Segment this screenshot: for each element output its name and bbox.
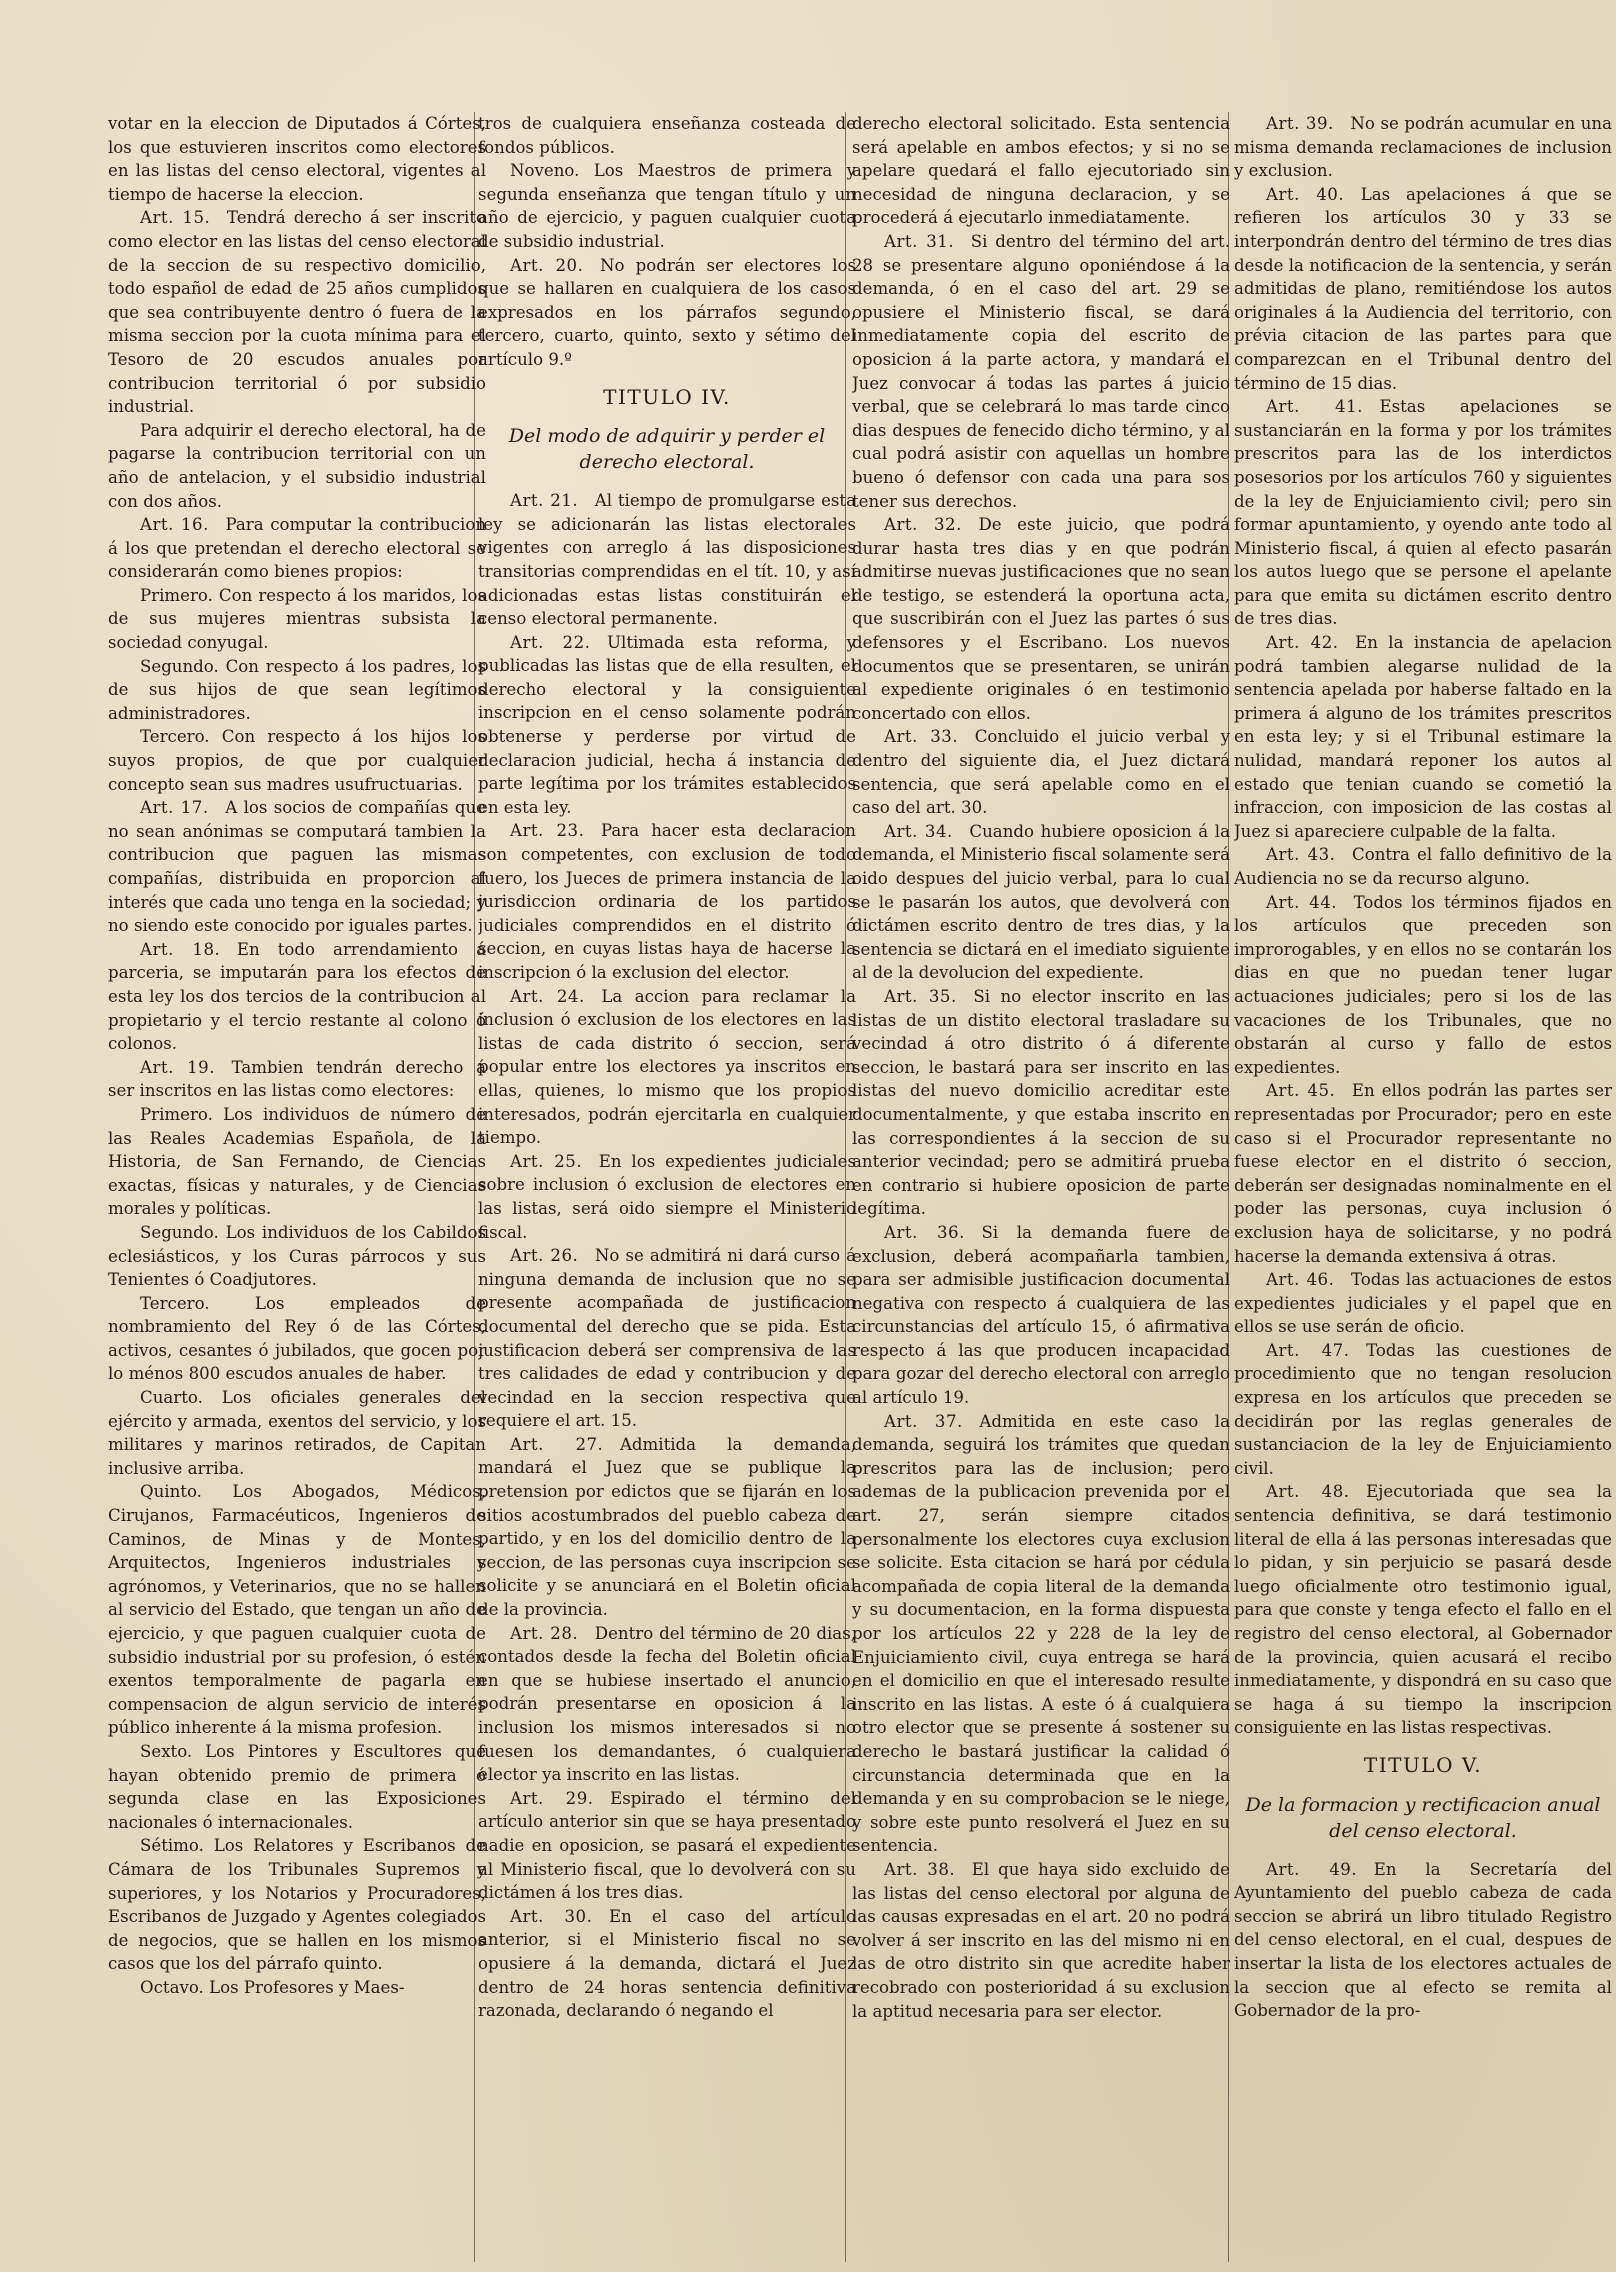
article-text: En el caso del artículo anterior, si el Ministerio fiscal no se opusiere á la demanda, dictará el Juez dentro de 24 horas sentencia definitiva razonada, declarando ó negando el bbox=[478, 1906, 856, 2021]
paragraph: Para adquirir el derecho electoral, ha de pagarse la contribucion territorial con un año de antelacion, y el subsidio industrial con dos años. bbox=[108, 420, 486, 511]
article-paragraph bbox=[852, 1410, 1230, 1858]
article-text: De este juicio, que podrá durar hasta tres dias y en que podrán admitirse nuevas justificaciones que no sean de testigo, se estenderá la oportuna acta, que suscribirán con el Juez las partes ó sus defensores y el Escribano. Los nuevos documentos que se presentaren, se unirán al expediente originales ó en testimonio concertado con ellos. bbox=[852, 515, 1230, 723]
article-paragraph bbox=[478, 1905, 856, 2023]
article-paragraph bbox=[852, 513, 1230, 725]
article-text: Todas las cuestiones de procedimiento que no tengan resolucion expresa en los artículos que preceden se decidirán por las reglas generales de sustanciacion de la ley de Enjuiciamiento civil. bbox=[1234, 1340, 1612, 1478]
article-text: Estas apelaciones se sustanciarán en la forma y por los trámites prescritos para las de los interdictos posesorios por los artículos 760 y siguientes de la ley de Enjuiciamiento civil; pero sin formar apuntamiento, y oyendo ante todo al Ministerio fiscal, á quien al efecto pasarán los autos luego que se persone el apelante para que emita su dictámen escrito dentro de tres dias. bbox=[1234, 397, 1612, 629]
text-column-1 bbox=[108, 112, 486, 2262]
article-paragraph bbox=[1234, 843, 1612, 890]
article-text: Al tiempo de promulgarse esta ley se adicionarán las listas electorales vigentes con arreglo á las disposiciones transitorias comprendidas en el tít. 10, y así adicionadas estas listas constituirán el censo electoral permanente. bbox=[478, 491, 856, 629]
article-paragraph bbox=[478, 1622, 856, 1787]
article-text: Si no elector inscrito en las listas de un distito electoral trasladare su vecindad á otro distrito ó á diferente seccion, le bastará para ser inscrito en las listas del nuevo domicilio acreditar este documentalmente, y que estaba inscrito en las correspondientes á la seccion de su anterior vecindad; pero se admitirá prueba en contrario si hubiere oposicion de parte legítima. bbox=[852, 986, 1230, 1219]
article-paragraph bbox=[108, 1056, 486, 1103]
article-paragraph bbox=[1234, 112, 1612, 183]
article-paragraph bbox=[478, 254, 856, 372]
article-text: Cuando hubiere oposicion á la demanda, el Ministerio fiscal solamente será oido despues del juicio verbal, para lo cual se le pasarán los autos, que devolverá con dictámen escrito dentro de tres dias, y la sentencia se dictará en el imediato siguiente al de la devolucion del expediente. bbox=[852, 821, 1230, 983]
text-column-2 bbox=[478, 112, 856, 2262]
article-text: El que haya sido excluido de las listas del censo electoral por alguna de las causas expresadas en el art. 20 no podrá volver á ser inscrito en las del mismo ni en las de otro distrito sin que acredite haber recobrado con posterioridad á su exclusion la aptitud necesaria para ser elector. bbox=[852, 1859, 1230, 2021]
article-number: Art. 35. bbox=[884, 986, 957, 1006]
article-paragraph bbox=[852, 1858, 1230, 2023]
article-number: Art. 19. bbox=[140, 1057, 215, 1077]
continued-paragraph: tros de cualquiera enseñanza costeada de fondos públicos. bbox=[478, 114, 856, 157]
section-title: TITULO IV. bbox=[603, 384, 731, 409]
article-number: Art. 46. bbox=[1266, 1270, 1335, 1290]
article-text: Las apelaciones á que se refieren los artículos 30 y 33 se interpondrán dentro del término de tres dias desde la notificacion de la sentencia, y serán admitidas de plano, remitiéndose los autos originales á la Audiencia del territorio, con prévia citacion de las partes para que comparezcan en el Tribunal dentro del término de 15 dias. bbox=[1234, 184, 1612, 393]
article-text: No se podrán acumular en una misma demanda reclamaciones de inclusion y exclusion. bbox=[1234, 114, 1612, 181]
paragraph: Quinto. Los Abogados, Médicos, Cirujanos, Farmacéuticos, Ingenieros de Caminos, de Minas y de Montes, Arquitectos, Ingenieros industriales y agrónomos, y Veterinarios, que no se hallen al servicio del Estado, que tengan un año de ejercicio, y que paguen cualquier cuota de subsidio industrial por su profesion, ó estén exentos temporalmente de pagarla en compensacion de algun servicio de interés público inherente á la misma profesion. bbox=[108, 1482, 486, 1738]
paragraph: Cuarto. Los oficiales generales del ejército y armada, exentos del servicio, y los militares y marinos retirados, de Capitan inclusive arriba. bbox=[108, 1388, 486, 1478]
article-paragraph bbox=[1234, 891, 1612, 1080]
article-number: Art. 45. bbox=[1266, 1081, 1336, 1101]
article-text: La accion para reclamar la inclusion ó exclusion de los electores en las listas de cada distrito ó seccion, será popular entre los electores ya inscritos en ellas, quienes, lo mismo que los propios interesados, podrán ejercitarla en cualquier tiempo. bbox=[478, 986, 856, 1148]
article-number: Art. 16. bbox=[140, 515, 209, 535]
article-number: Art. 23. bbox=[510, 821, 585, 841]
article-number: Art. 43. bbox=[1266, 845, 1336, 865]
article-number: Art. 34. bbox=[884, 821, 953, 841]
paragraph: Primero. Los individuos de número de las Reales Academias Española, de la Historia, de San Fernando, de Ciencias exactas, físicas y naturales, y de Ciencias morales y políticas. bbox=[108, 1104, 486, 1219]
continued-paragraph: derecho electoral solicitado. Esta sentencia será apelable en ambos efectos; y si no se apelare quedará el fallo ejecutoriado sin necesidad de ninguna declaracion, y se procederá á ejecutarlo inmediatamente. bbox=[852, 114, 1230, 228]
article-paragraph bbox=[478, 819, 856, 984]
article-text: Ejecutoriada que sea la sentencia definitiva, se dará testimonio literal de ella á las personas interesadas que lo pidan, y sin perjuicio se pasará desde luego oficialmente otro testimonio igual, para que conste y tenga efecto el fallo en el registro del censo electoral, al Gobernador de la provincia, quien acusará el recibo inmediatamente, y dispondrá en su caso que se haga á su tiempo la inscripcion consiguiente en las listas respectivas. bbox=[1234, 1482, 1612, 1738]
article-number: Art. 41. bbox=[1266, 397, 1363, 417]
article-text: No se admitirá ni dará curso á ninguna demanda de inclusion que no se presente acompañada de justificacion documental del derecho que se pida. Esta justificacion deberá ser comprensiva de las tres calidades de edad y contribucion y de vecindad en la seccion respectiva que requiere el art. 15. bbox=[478, 1246, 856, 1431]
article-paragraph bbox=[852, 1221, 1230, 1410]
text-column-4 bbox=[1234, 112, 1612, 2262]
section-subtitle: De la formacion y rectificacion anual del censo electoral. bbox=[1245, 1793, 1601, 1842]
section-title: TITULO V. bbox=[1363, 1752, 1483, 1777]
article-text: En todo arrendamiento á parceria, se imputarán para los efectos de esta ley los dos tercios de la contribucion al propietario y el tercio restante al colono ó colonos. bbox=[108, 939, 486, 1054]
article-paragraph bbox=[478, 1787, 856, 1905]
article-number: Art. 42. bbox=[1266, 633, 1339, 653]
article-paragraph bbox=[852, 230, 1230, 513]
article-paragraph bbox=[1234, 183, 1612, 395]
paragraph: Sétimo. Los Relatores y Escribanos de Cámara de los Tribunales Supremos y superiores, y los Notarios y Procuradores, Escribanos de Juzgado y Agentes colegiados de negocios, que se hallen en los mismos casos que los del párrafo quinto. bbox=[108, 1836, 486, 1974]
article-number: Art. 28. bbox=[510, 1623, 579, 1643]
article-text: Espirado el término del artículo anterior sin que se haya presentado nadie en oposicion, se pasará el expediente al Ministerio fiscal, que lo devolverá con su dictámen á los tres dias. bbox=[478, 1788, 856, 1903]
article-text: Admitida en este caso la demanda, seguirá los trámites que quedan prescritos para las de inclusion; pero ademas de la publicacion prevenida por el art. 27, serán siempre citados personalmente los electores cuya exclusion se solicite. Esta citacion se hará por cédula acompañada de copia literal de la demanda y su documentacion, en la forma dispuesta por los artículos 22 y 228 de la ley de Enjuiciamiento civil, cuya entrega se hará en el domicilio en que el interesado resulte inscrito en las listas. A este ó á cualquiera otro elector que se presente á sostener su derecho le bastará justificar la calidad ó circunstancia determinada que en la demanda y en su comprobacion se le niege, y sobre este punto resolverá el Juez en su sentencia. bbox=[852, 1411, 1230, 1856]
article-number: Art. 26. bbox=[510, 1246, 579, 1266]
article-number: Art. 21. bbox=[510, 491, 579, 511]
paragraph: Tercero. Los empleados de nombramiento del Rey ó de las Córtes, activos, cesantes ó jubilados, que gocen por lo ménos 800 escudos anuales de haber. bbox=[108, 1293, 486, 1384]
article-text: Dentro del término de 20 dias, contados desde la fecha del Boletin oficial en que se hubiese insertado el anuncio, podrán presentarse en oposicion á la inclusion los mismos interesados si no fuesen los demandantes, ó cualquiera elector ya inscrito en las listas. bbox=[478, 1623, 856, 1785]
article-text: Todas las actuaciones de estos expedientes judiciales y el papel que en ellos se use serán de oficio. bbox=[1234, 1270, 1612, 1337]
article-number: Art. 25. bbox=[510, 1151, 583, 1171]
article-number: Art. 48. bbox=[1266, 1482, 1350, 1502]
article-number: Art. 33. bbox=[884, 727, 959, 747]
article-paragraph bbox=[108, 206, 486, 418]
article-paragraph bbox=[1234, 1268, 1612, 1339]
article-paragraph bbox=[852, 985, 1230, 1221]
article-paragraph bbox=[478, 1150, 856, 1244]
paragraph: Tercero. Con respecto á los hijos los suyos propios, de que por cualquier concepto sean sus madres usufructuarias. bbox=[108, 727, 486, 794]
article-number: Art. 36. bbox=[884, 1222, 965, 1242]
article-number: Art. 44. bbox=[1266, 892, 1338, 912]
article-number: Art. 30. bbox=[510, 1906, 593, 1926]
article-paragraph bbox=[1234, 395, 1612, 631]
article-text: Concluido el juicio verbal y dentro del siguiente dia, el Juez dictará sentencia, que será apelable como en el caso del art. 30. bbox=[852, 727, 1230, 818]
article-paragraph bbox=[108, 796, 486, 938]
article-number: Art. 24. bbox=[510, 986, 585, 1006]
article-paragraph bbox=[478, 489, 856, 631]
article-text: En ellos podrán las partes ser representadas por Procurador; pero en este caso si el Procurador representante no fuese elector en el distrito ó seccion, deberán ser designadas nominalmente en el poder las personas, cuya inclusion ó exclusion haya de solicitarse, y no podrá hacerse la demanda extensiva á otras. bbox=[1234, 1081, 1612, 1266]
article-number: Art. 17. bbox=[140, 798, 209, 818]
article-number: Art. 40. bbox=[1266, 184, 1345, 204]
article-text: Admitida la demanda, mandará el Juez que se publique la pretension por edictos que se fijarán en los sitios acostumbrados del pueblo cabeza de partido, y en los del domicilio dentro de la seccion, de las personas cuya inscripcion se solicite y se anunciará en el Boletin oficial de la provincia. bbox=[478, 1434, 856, 1620]
article-paragraph bbox=[108, 938, 486, 1056]
article-paragraph bbox=[852, 725, 1230, 819]
article-number: Art. 49. bbox=[1266, 1859, 1358, 1879]
article-text: En los expedientes judiciales sobre inclusion ó exclusion de electores en las listas, será oido siempre el Ministerio fiscal. bbox=[478, 1151, 856, 1242]
article-text: No podrán ser electores los que se hallaren en cualquiera de los casos expresados en los párrafos segundo, tercero, cuarto, quinto, sexto y sétimo del artículo 9.º bbox=[478, 255, 856, 369]
article-paragraph bbox=[478, 985, 856, 1150]
article-paragraph bbox=[1234, 1079, 1612, 1268]
article-text: Ultimada esta reforma, y publicadas las listas que de ella resulten, el derecho electoral y la consiguiente inscripcion en el censo solamente podrán obtenerse y perderse por virtud de declaracion judicial, hecha á instancia de parte legítima por los trámites establecidos en esta ley. bbox=[478, 632, 856, 817]
paragraph: Sexto. Los Pintores y Escultores que hayan obtenido premio de primera ó segunda clase en las Exposiciones nacionales ó internacionales. bbox=[108, 1741, 486, 1832]
article-paragraph bbox=[1234, 1339, 1612, 1481]
article-text: Todos los términos fijados en los artículos que preceden son improrogables, y en ellos no se contarán los dias en que no puedan tener lugar actuaciones judiciales; pero si los de las vacaciones de los Tribunales, que no obstarán al curso y fallo de estos expedientes. bbox=[1234, 892, 1612, 1077]
article-number: Art. 15. bbox=[140, 208, 211, 228]
paragraph: Primero. Con respecto á los maridos, los de sus mujeres mientras subsista la sociedad conyugal. bbox=[108, 585, 486, 653]
article-text: Tambien tendrán derecho á ser inscritos en las listas como electores: bbox=[108, 1057, 486, 1101]
article-text: Contra el fallo definitivo de la Audiencia no se da recurso alguno. bbox=[1234, 845, 1612, 888]
article-paragraph bbox=[478, 631, 856, 820]
article-paragraph bbox=[478, 1433, 856, 1622]
article-number: Art. 32. bbox=[884, 515, 962, 535]
article-paragraph bbox=[478, 1244, 856, 1433]
article-number: Art. 20. bbox=[510, 255, 584, 275]
paragraph: Noveno. Los Maestros de primera y segunda enseñanza que tengan título y un año de ejercicio, y paguen cualquier cuota de subsidio industrial. bbox=[478, 161, 856, 251]
article-number: Art. 39. bbox=[1266, 114, 1334, 133]
article-text: Para hacer esta declaracion son competentes, con exclusion de todo fuero, los Jueces de primera instancia de la jurisdiccion ordinaria de los partidos judiciales comprendidos en el distrito ó seccion, en cuyas listas haya de hacerse la inscripcion ó la exclusion del elector. bbox=[478, 821, 856, 982]
paragraph: Segundo. Con respecto á los padres, los de sus hijos de que sean legítimos administradores. bbox=[108, 656, 486, 723]
article-number: Art. 27. bbox=[510, 1434, 604, 1454]
article-paragraph bbox=[1234, 1858, 1612, 2023]
article-number: Art. 37. bbox=[884, 1411, 963, 1431]
paragraph: Octavo. Los Profesores y Maes- bbox=[140, 1977, 405, 1997]
article-number: Art. 22. bbox=[510, 632, 591, 652]
article-number: Art. 31. bbox=[884, 231, 955, 251]
article-paragraph bbox=[108, 513, 486, 584]
article-paragraph bbox=[1234, 631, 1612, 843]
article-text: A los socios de compañías que no sean anónimas se computará tambien la contribucion que paguen las mismas compañías, distribuida en proporcion al interés que cada uno tenga en la sociedad; y no siendo este conocido por iguales partes. bbox=[108, 798, 486, 936]
article-paragraph bbox=[852, 820, 1230, 985]
article-text: En la instancia de apelacion podrá tambien alegarse nulidad de la sentencia apelada por haberse faltado en la primera á alguno de los trámites prescritos en esta ley; y si el Tribunal estimare la nulidad, mandará reponer los autos al estado que tenian cuando se cometió la infraccion, con imposicion de las costas al Juez si apareciere culpable de la falta. bbox=[1234, 633, 1612, 841]
article-text: Si la demanda fuere de exclusion, deberá acompañarla tambien, para ser admisible justificacion documental negativa con respecto á cualquiera de las circunstancias del artículo 15, ó afirmativa respecto á las que producen incapacidad para gozar del derecho electoral con arreglo al artículo 19. bbox=[852, 1222, 1230, 1408]
continued-paragraph: votar en la eleccion de Diputados á Córtes, los que estuvieren inscritos como electores en las listas del censo electoral, vigentes al tiempo de hacerse la eleccion. bbox=[108, 114, 486, 204]
section-subtitle: Del modo de adquirir y perder el derecho electoral. bbox=[508, 425, 826, 474]
article-number: Art. 38. bbox=[884, 1859, 956, 1879]
article-text: En la Secretaría del Ayuntamiento del pueblo cabeza de cada seccion se abrirá un libro titulado Registro del censo electoral, en el cual, despues de insertar la lista de los electores actuales de la seccion que al efecto se remita al Gobernador de la pro- bbox=[1234, 1859, 1612, 2021]
article-number: Art. 18. bbox=[140, 939, 221, 959]
paragraph: Segundo. Los individuos de los Cabildos eclesiásticos, y los Curas párrocos y sus Tenientes ó Coadjutores. bbox=[108, 1222, 486, 1290]
article-text: Tendrá derecho á ser inscrito como elector en las listas del censo electoral de la seccion de su respectivo domicilio, todo español de edad de 25 años cumplidos que sea contribuyente dentro ó fuera de la misma seccion por la cuota mínima para el Tesoro de 20 escudos anuales por contribucion territorial ó por subsidio industrial. bbox=[108, 208, 486, 417]
article-number: Art. 29. bbox=[510, 1788, 594, 1808]
article-text: Si dentro del término del art. 28 se presentare alguno oponiéndose á la demanda, ó en el caso del art. 29 se opusiere el Ministerio fiscal, se dará inmediatamente copia del escrito de oposicion á la parte actora, y mandará el Juez convocar á todas las partes á juicio verbal, que se celebrará lo mas tarde cinco dias despues de fenecido dicho término, y al cual podrá asistir con aquellas un hombre bueno ó defensor con cada una para sos tener sus derechos. bbox=[852, 231, 1230, 511]
article-text: Para computar la contribucion á los que pretendan el derecho electoral se considerarán como bienes propios: bbox=[108, 515, 486, 582]
article-paragraph bbox=[1234, 1480, 1612, 1740]
article-number: Art. 47. bbox=[1266, 1340, 1350, 1360]
text-column-3 bbox=[852, 112, 1230, 2262]
